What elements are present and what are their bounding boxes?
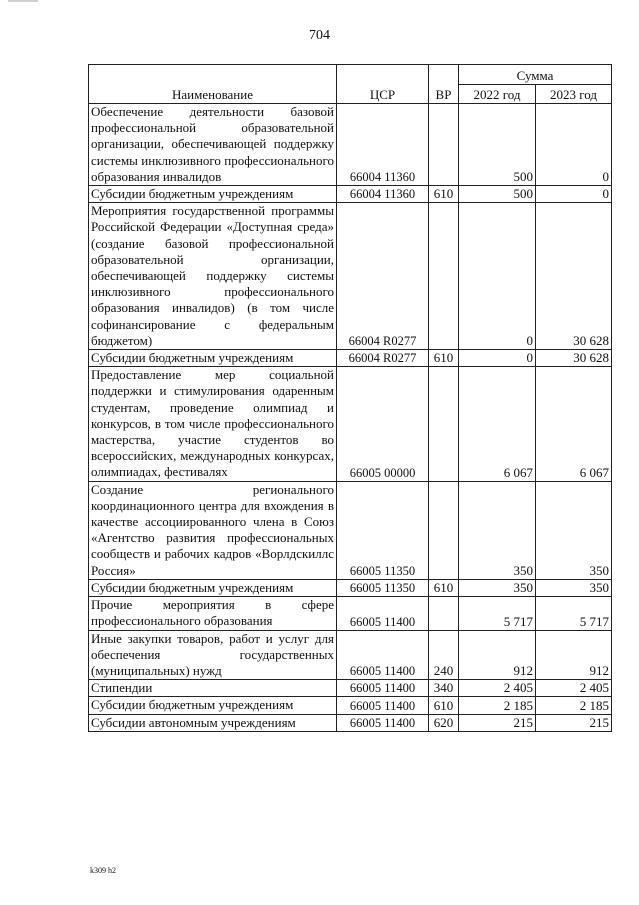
row-sum-2022: 0 <box>459 350 536 367</box>
row-sum-2023: 215 <box>536 714 612 731</box>
header-sum: Сумма <box>459 65 612 85</box>
table-row <box>89 481 612 579</box>
row-csr: 66004 R0277 <box>337 350 429 367</box>
row-sum-2023: 2 185 <box>536 697 612 714</box>
row-vr <box>429 203 459 350</box>
row-sum-2022: 500 <box>459 186 536 203</box>
row-vr: 610 <box>429 697 459 714</box>
row-sum-2022: 5 717 <box>459 597 536 630</box>
row-vr: 240 <box>429 630 459 680</box>
table-row <box>89 597 612 630</box>
row-sum-2022: 2 185 <box>459 697 536 714</box>
row-csr: 66005 11400 <box>337 714 429 731</box>
row-vr: 340 <box>429 680 459 697</box>
row-name: Прочие мероприятия в сфере профессионального образования <box>89 597 337 630</box>
row-name: Стипендии <box>89 680 337 697</box>
row-name: Обеспечение деятельности базовой профессиональной образовательной организации, обеспечивающей поддержку системы инклюзивного профессионального образования инвалидов <box>89 104 337 186</box>
row-name: Субсидии бюджетным учреждениям <box>89 579 337 596</box>
budget-table <box>88 64 612 732</box>
table-body <box>89 104 612 732</box>
row-name: Субсидии бюджетным учреждениям <box>89 350 337 367</box>
row-sum-2022: 0 <box>459 203 536 350</box>
row-sum-2023: 30 628 <box>536 203 612 350</box>
table-row <box>89 104 612 186</box>
row-vr <box>429 481 459 579</box>
row-sum-2023: 30 628 <box>536 350 612 367</box>
row-csr: 66005 11350 <box>337 481 429 579</box>
row-name: Субсидии бюджетным учреждениям <box>89 697 337 714</box>
row-sum-2022: 2 405 <box>459 680 536 697</box>
header-vr: ВР <box>429 65 459 104</box>
row-sum-2022: 350 <box>459 579 536 596</box>
row-sum-2022: 350 <box>459 481 536 579</box>
row-csr: 66004 11360 <box>337 104 429 186</box>
header-csr: ЦСР <box>337 65 429 104</box>
row-sum-2023: 350 <box>536 481 612 579</box>
header-year-2022: 2022 год <box>459 85 536 104</box>
table-row <box>89 367 612 481</box>
scan-corner-mark <box>8 0 38 2</box>
row-vr: 610 <box>429 186 459 203</box>
row-sum-2022: 215 <box>459 714 536 731</box>
row-sum-2022: 500 <box>459 104 536 186</box>
row-name: Субсидии автономным учреждениям <box>89 714 337 731</box>
row-vr: 610 <box>429 579 459 596</box>
table-row <box>89 697 612 714</box>
row-sum-2023: 2 405 <box>536 680 612 697</box>
row-csr: 66005 11400 <box>337 697 429 714</box>
row-csr: 66005 11400 <box>337 630 429 680</box>
table-header <box>89 65 612 104</box>
table-row <box>89 630 612 680</box>
row-vr: 610 <box>429 350 459 367</box>
row-sum-2022: 912 <box>459 630 536 680</box>
row-name: Создание регионального координационного центра для вхождения в качестве ассоциированного члена в Союз «Агентство развития профессиональных сообществ и рабочих кадров «Ворлдскиллс Россия» <box>89 481 337 579</box>
row-vr: 620 <box>429 714 459 731</box>
table-row <box>89 579 612 596</box>
row-sum-2022: 6 067 <box>459 367 536 481</box>
row-name: Иные закупки товаров, работ и услуг для обеспечения государственных (муниципальных) нужд <box>89 630 337 680</box>
table-row <box>89 186 612 203</box>
row-csr: 66005 11400 <box>337 680 429 697</box>
row-sum-2023: 912 <box>536 630 612 680</box>
row-csr: 66004 11360 <box>337 186 429 203</box>
row-sum-2023: 350 <box>536 579 612 596</box>
row-sum-2023: 0 <box>536 186 612 203</box>
row-csr: 66004 R0277 <box>337 203 429 350</box>
row-vr <box>429 367 459 481</box>
table-row <box>89 203 612 350</box>
row-name: Субсидии бюджетным учреждениям <box>89 186 337 203</box>
table-row <box>89 350 612 367</box>
row-csr: 66005 11350 <box>337 579 429 596</box>
footer-code: k309 h2 <box>90 866 116 875</box>
row-sum-2023: 6 067 <box>536 367 612 481</box>
row-vr <box>429 104 459 186</box>
row-csr: 66005 11400 <box>337 597 429 630</box>
row-name: Мероприятия государственной программы Российской Федерации «Доступная среда» (создание базовой профессиональной образовательной организации, обеспечивающей поддержку системы инклюзивного профессионального образования инвалидов) (в том числе софинансирование с федеральным бюджетом) <box>89 203 337 350</box>
row-sum-2023: 5 717 <box>536 597 612 630</box>
row-sum-2023: 0 <box>536 104 612 186</box>
table-row <box>89 714 612 731</box>
page-number: 704 <box>309 28 330 43</box>
row-name: Предоставление мер социальной поддержки и стимулирования одаренным студентам, проведение олимпиад и конкурсов, в том числе профессионального мастерства, участие студентов во всероссийских, международных конкурсах, олимпиадах, фестивалях <box>89 367 337 481</box>
row-vr <box>429 597 459 630</box>
table-row <box>89 680 612 697</box>
header-year-2023: 2023 год <box>536 85 612 104</box>
row-csr: 66005 00000 <box>337 367 429 481</box>
header-name: Наименование <box>89 65 337 104</box>
